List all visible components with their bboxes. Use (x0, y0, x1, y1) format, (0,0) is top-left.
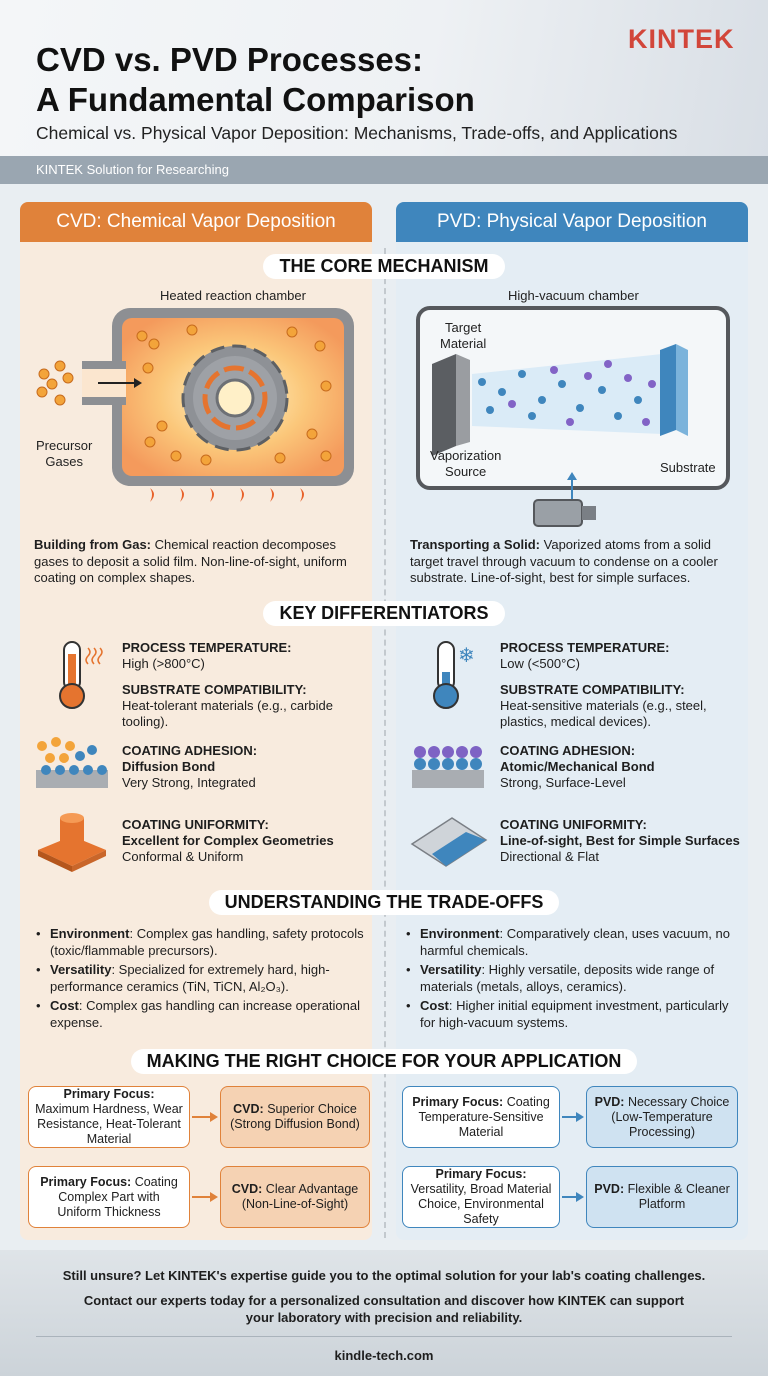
section-right-choice (0, 1049, 768, 1074)
thermometer-cold-icon (428, 640, 484, 712)
footer-url-link[interactable]: kindle-tech.com (334, 1348, 434, 1363)
section-trade-title: UNDERSTANDING THE TRADE-OFFS (209, 890, 560, 915)
pvd-description: Transporting a Solid: Vaporized atoms from a solid target travel through vacuum to condense on a cooler substrate. Line-of-sight, best for simple surfaces. (410, 537, 718, 585)
section-choice-title: MAKING THE RIGHT CHOICE FOR YOUR APPLICATION (131, 1049, 638, 1074)
cvd-focus-box-2: Primary Focus: Coating Complex Part with Uniform Thickness (28, 1166, 190, 1228)
cvd-description: Building from Gas: Chemical reaction decomposes gases to deposit a solid film. Non-line-of-sight, uniform coating on complex shapes. (34, 537, 347, 585)
mechanical-bond-icon (410, 736, 486, 792)
title-line-1: CVD vs. PVD Processes: (36, 41, 424, 78)
cvd-coating-adhesion: COATING ADHESION: Diffusion Bond Very Strong, Integrated (122, 743, 258, 790)
cvd-heading: CVD: Chemical Vapor Deposition (20, 202, 372, 242)
cvd-result-box-1: CVD: Superior Choice (Strong Diffusion Bond) (220, 1086, 370, 1148)
pvd-focus-box-1: Primary Focus: Coating Temperature-Sensitive Material (402, 1086, 560, 1148)
pvd-tradeoff-list (406, 926, 736, 1034)
target-material-label: Target Material (440, 320, 487, 351)
center-divider (384, 248, 386, 1238)
list-item: • Cost: Complex gas handling can increase operational expense. (36, 998, 366, 1031)
page-subtitle: Chemical vs. Physical Vapor Deposition: Mechanisms, Trade-offs, and Applications (36, 123, 678, 143)
cvd-process-temperature: PROCESS TEMPERATURE: High (>800°C) (122, 640, 292, 671)
cvd-focus-box-1: Primary Focus: Maximum Hardness, Wear Resistance, Heat-Tolerant Material (28, 1086, 190, 1148)
substrate-label: Substrate (660, 460, 716, 475)
diffusion-bond-icon (34, 736, 110, 792)
footer-divider (36, 1336, 732, 1337)
gear-icon (183, 346, 287, 450)
pvd-focus-box-2: Primary Focus: Versatility, Broad Material Choice, Environmental Safety (402, 1166, 560, 1228)
thermometer-hot-icon (50, 640, 106, 712)
list-item: • Cost: Higher initial equipment investment, particularly for high-vacuum systems. (406, 998, 736, 1031)
cvd-substrate-compatibility: SUBSTRATE COMPATIBILITY: Heat-tolerant materials (e.g., carbide tooling). (122, 682, 333, 729)
cvd-result-box-2: CVD: Clear Advantage (Non-Line-of-Sight) (220, 1166, 370, 1228)
cvd-chamber-illustration (30, 306, 370, 518)
precursor-label: Precursor Gases (36, 438, 93, 469)
page-title (36, 40, 475, 120)
list-item: • Environment: Comparatively clean, uses vacuum, no harmful chemicals. (406, 926, 736, 959)
pvd-result-box-2: PVD: Flexible & Cleaner Platform (586, 1166, 738, 1228)
pvd-chamber-label: High-vacuum chamber (508, 288, 639, 303)
flat-surface-icon (410, 812, 488, 868)
section-trade-offs (0, 890, 768, 915)
section-core-mechanism (0, 254, 768, 279)
cvd-coating-uniformity: COATING UNIFORMITY: Excellent for Complex Geometries Conformal & Uniform (122, 817, 334, 864)
list-item: • Environment: Complex gas handling, safety protocols (toxic/flammable precursors). (36, 926, 366, 959)
brand-line: KINTEK Solution for Researching (36, 162, 229, 177)
cvd-chamber-label: Heated reaction chamber (160, 288, 306, 303)
pvd-process-temperature: PROCESS TEMPERATURE: Low (<500°C) (500, 640, 670, 671)
footer-line-1: Still unsure? Let KINTEK's expertise guide you to the optimal solution for your lab's coating challenges. (62, 1268, 706, 1283)
kintek-logo: KINTEK (628, 24, 735, 54)
list-item: • Versatility: Specialized for extremely hard, high-performance ceramics (TiN, TiCN, Al₂O₃). (36, 962, 366, 995)
footer-line-2: Contact our experts today for a personalized consultation and discover how KINTEK can support your laboratory with precision and reliability. (83, 1293, 685, 1325)
complex-part-icon (34, 812, 110, 872)
section-key-differentiators (0, 601, 768, 626)
vaporization-source-label: Vaporization Source (430, 448, 502, 479)
pvd-result-box-1: PVD: Necessary Choice (Low-Temperature Processing) (586, 1086, 738, 1148)
pvd-coating-adhesion: COATING ADHESION: Atomic/Mechanical Bond Strong, Surface-Level (500, 743, 655, 790)
list-item: • Versatility: Highly versatile, deposits wide range of materials (metals, alloys, ceramics). (406, 962, 736, 995)
cvd-tradeoff-list (36, 926, 366, 1034)
title-line-2: A Fundamental Comparison (36, 81, 475, 118)
svg-text:❄: ❄ (458, 643, 475, 667)
section-core-title: THE CORE MECHANISM (263, 254, 504, 279)
pvd-coating-uniformity: COATING UNIFORMITY: Line-of-sight, Best for Simple Surfaces Directional & Flat (500, 817, 740, 864)
pvd-substrate-compatibility: SUBSTRATE COMPATIBILITY: Heat-sensitive materials (e.g., steel, plastics, medical devices). (500, 682, 707, 729)
section-diff-title: KEY DIFFERENTIATORS (263, 601, 504, 626)
pvd-heading: PVD: Physical Vapor Deposition (396, 202, 748, 242)
